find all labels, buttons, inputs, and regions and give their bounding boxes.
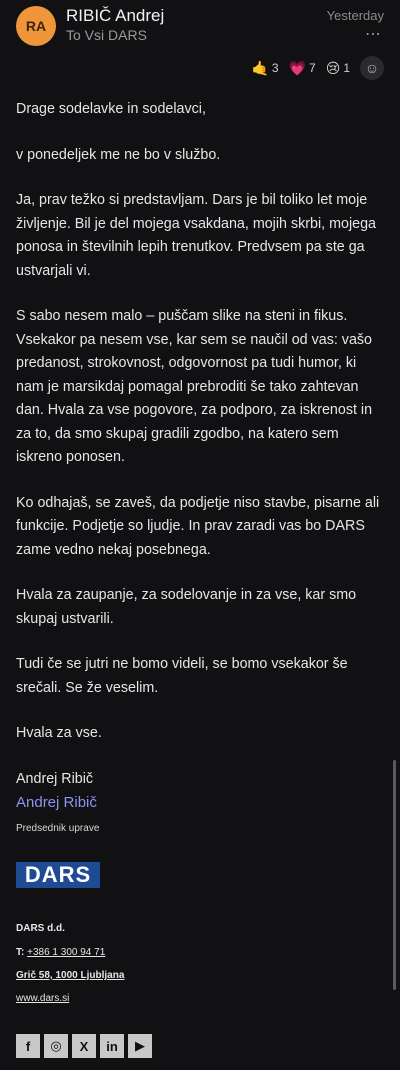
add-reaction-button[interactable] <box>360 56 384 80</box>
reaction-count: 1 <box>343 61 350 75</box>
smiley-icon: ☺ <box>364 60 380 76</box>
signature-block <box>16 794 386 834</box>
company-name: DARS d.d. <box>16 923 65 934</box>
body-paragraph: Ko odhajaš, se zaveš, da podjetje niso stavbe, pisarne ali funkcije. Podjetje so ljudje. In prav zaradi vas bo DARS zame vedno nekaj posebnega. <box>16 494 380 558</box>
reactions-bar <box>251 56 384 80</box>
body-paragraph: v ponedeljek me ne bo v službo. <box>16 146 221 163</box>
more-options-icon[interactable]: ⋯ <box>365 26 382 43</box>
body-paragraph: Hvala za vse. <box>16 725 102 741</box>
avatar[interactable]: RA <box>16 6 56 46</box>
body-paragraph: Ja, prav težko si predstavljam. Dars je bil toliko let moje življenje. Bil je del mojega vsakdana, mojih skrbi, mojega ponosa in številnih lepih trenutkov. Predvsem pa ste ga ustvarjali vi. <box>16 192 376 279</box>
message-body <box>16 98 386 813</box>
phone-line <box>16 947 105 958</box>
social-links <box>16 1034 152 1058</box>
reaction-call-me[interactable] <box>251 60 278 77</box>
dars-logo: DARS <box>16 862 100 888</box>
phone-label: T: <box>16 947 25 958</box>
body-paragraph: Tudi če se jutri ne bomo videli, se bomo vsekakor še srečali. Se že veselim. <box>16 656 348 696</box>
body-paragraph: Andrej Ribič <box>16 770 94 787</box>
signature-name: Andrej Ribič <box>16 794 97 811</box>
reaction-sad[interactable] <box>326 60 350 77</box>
sad-face-icon: 😢 <box>325 59 341 76</box>
sender-name[interactable]: RIBIČ Andrej <box>66 6 165 25</box>
facebook-icon[interactable]: f <box>16 1034 40 1058</box>
reaction-count: 7 <box>309 61 316 75</box>
body-paragraph: Hvala za zaupanje, za sodelovanje in za vse, kar smo skupaj ustvarili. <box>16 587 357 627</box>
youtube-icon[interactable]: ▶ <box>128 1034 152 1058</box>
instagram-icon[interactable]: ◎ <box>44 1034 68 1058</box>
phone-link[interactable]: +386 1 300 94 71 <box>27 947 106 958</box>
body-paragraph: S sabo nesem malo – puščam slike na steni in fikus. Vsekakor pa nesem vse, kar sem se naučil od vas: vašo predanost, strokovnost, odgovornost pa tudi humor, ki nam je marsikdaj pomagal prebroditi še tako zahtevan dan. Hvala za vse pogovore, za podporo, za iskrenost in za to, da smo skupaj gradili zgodbo, na katero sem iskreno ponosen. <box>16 308 373 465</box>
reaction-heart[interactable] <box>289 60 316 77</box>
scrollbar[interactable] <box>393 760 396 990</box>
message-date: Yesterday <box>326 8 384 23</box>
signature-role: Predsednik uprave <box>16 823 100 834</box>
address-link[interactable]: Grič 58, 1000 Ljubljana <box>16 970 125 981</box>
heart-icon: 💗 <box>288 59 307 76</box>
message-header <box>0 0 400 90</box>
recipients[interactable]: To Vsi DARS <box>66 27 147 43</box>
website-link[interactable]: www.dars.si <box>16 993 70 1004</box>
x-icon[interactable]: X <box>72 1034 96 1058</box>
reaction-count: 3 <box>271 61 279 75</box>
body-paragraph: Drage sodelavke in sodelavci, <box>16 101 206 117</box>
call-me-hand-icon: 🤙 <box>251 59 269 76</box>
linkedin-icon[interactable]: in <box>100 1034 124 1058</box>
